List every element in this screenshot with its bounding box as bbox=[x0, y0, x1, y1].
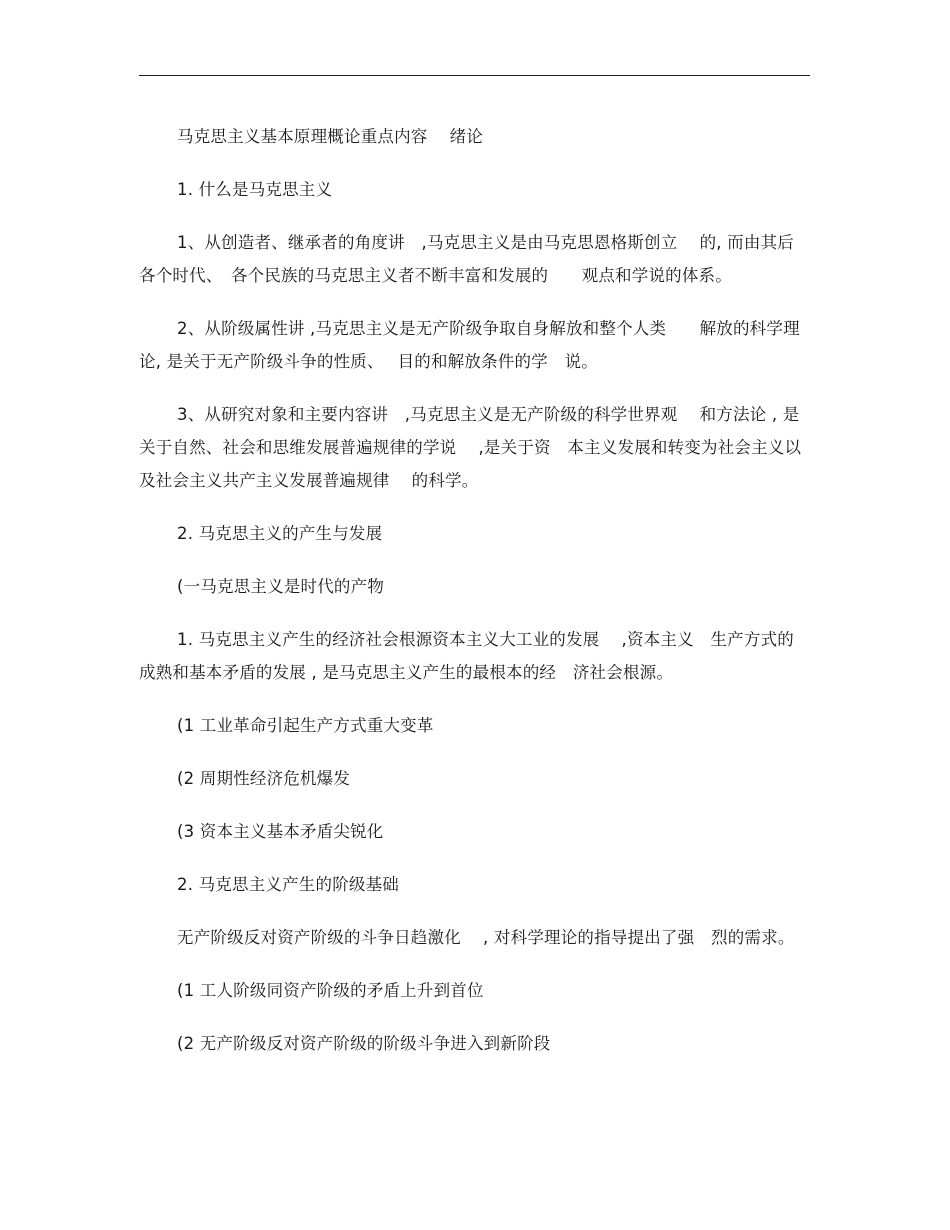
paragraph: (3 资本主义基本矛盾尖锐化 bbox=[177, 822, 384, 841]
paragraph: 2. 马克思主义的产生与发展 bbox=[177, 524, 383, 543]
paragraph: (一马克思主义是时代的产物 bbox=[177, 577, 385, 596]
paragraph: 3、从研究对象和主要内容讲 ,马克思主义是无产阶级的科学世界观 和方法论 , 是关于自然、社会和思维发展普遍规律的学说 ,是关于资 本主义发展和转变为社会主义以及社会主义共产主义发展普遍规律 的科学。 bbox=[139, 405, 802, 490]
paragraph: (2 无产阶级反对资产阶级的阶级斗争进入到新阶段 bbox=[177, 1034, 551, 1053]
paragraph: 2、从阶级属性讲 ,马克思主义是无产阶级争取自身解放和整个人类 解放的科学理论, 是关于无产阶级斗争的性质、 目的和解放条件的学 说。 bbox=[139, 319, 800, 371]
paragraph: 1、从创造者、继承者的角度讲 ,马克思主义是由马克思恩格斯创立 的, 而由其后各个时代、 各个民族的马克思主义者不断丰富和发展的 观点和学说的体系。 bbox=[139, 233, 794, 285]
header-rule bbox=[139, 75, 810, 76]
paragraph: (1 工业革命引起生产方式重大变革 bbox=[177, 716, 434, 735]
document-title: 马克思主义基本原理概论重点内容 绪论 bbox=[177, 127, 484, 146]
paragraph: (2 周期性经济危机爆发 bbox=[177, 769, 351, 788]
paragraph: 无产阶级反对资产阶级的斗争日趋激化 , 对科学理论的指导提出了强 烈的需求。 bbox=[177, 928, 795, 947]
paragraph: (1 工人阶级同资产阶级的矛盾上升到首位 bbox=[177, 981, 484, 1000]
paragraph: 2. 马克思主义产生的阶级基础 bbox=[177, 875, 399, 894]
document-body bbox=[139, 120, 810, 1060]
paragraph: 1. 什么是马克思主义 bbox=[177, 180, 333, 199]
paragraph: 1. 马克思主义产生的经济社会根源资本主义大工业的发展 ,资本主义 生产方式的成熟和基本矛盾的发展 , 是马克思主义产生的最根本的经 济社会根源。 bbox=[139, 630, 794, 682]
